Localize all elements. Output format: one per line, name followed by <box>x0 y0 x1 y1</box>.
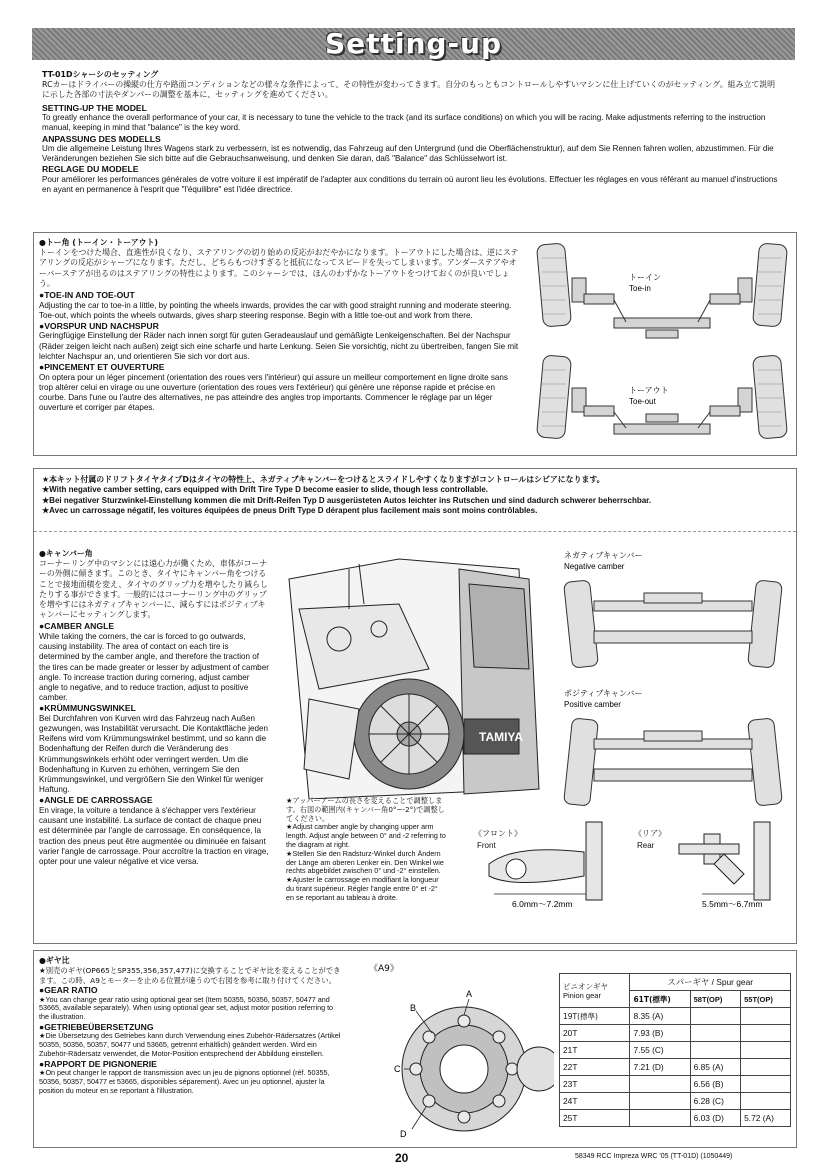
pinion-header-ja: ピニオンギヤ <box>563 981 608 991</box>
toe-ja-heading: ●トー角 (トーイン・トーアウト) <box>39 238 159 247</box>
position-a: A <box>466 989 473 999</box>
camber-fr-body: En virage, la voiture a tendance à s'échapper vers l'extérieur causant une instabilité. La surface de contact de chaque pneu est déterminée par l'angle de carrossage. En conséquence, la traction des pneus peut être augmentée ou diminuée en faisant varier l'angle de carrossage. Pour accroître la traction en virage, opter pour une valeur négative et vice versa. <box>39 805 269 866</box>
toe-text <box>39 238 524 413</box>
rear-range: 5.5mm～6.7mm <box>702 899 763 909</box>
ratio-cell: 6.85 (A) <box>690 1059 740 1076</box>
gear-en-body: ★You can change gear ratio using optional gear set (Item 50355, 50356, 50357, 50477 and 53665, available separately). When using optional gear set, adjust motor position referring to the illustration. <box>39 994 334 1022</box>
ratio-cell <box>741 1008 791 1025</box>
page-number: 20 <box>395 1151 409 1165</box>
neg-right-tire <box>748 580 783 668</box>
position-d: D <box>400 1129 407 1139</box>
ratio-cell: 5.72 (A) <box>741 1110 791 1127</box>
document-reference: 58349 RCC Impreza WRC '05 (TT-01D) (1050449) <box>575 1153 733 1160</box>
intro-en-body: To greatly enhance the overall performance of your car, it is necessary to tune the vehicle to the track (and its surface conditions) on which you will be racing. Make adjustments referring to the instruction manual, keeping in mind that "balance" is the key word. <box>42 113 766 133</box>
camber-notice <box>42 475 787 517</box>
ratio-cell: 6.28 (C) <box>690 1093 740 1110</box>
camber-notice-en: ★With negative camber setting, cars equipped with Drift Tire Type D become easier to slide, though less controllable. <box>42 485 489 495</box>
a9-motor-mount-figure <box>354 959 554 1144</box>
pinion-cell: 21T <box>560 1042 630 1059</box>
page-title: Setting-up <box>324 27 503 60</box>
ratio-cell <box>741 1025 791 1042</box>
toe-fr-heading: ●PINCEMENT ET OUVERTURE <box>39 362 165 373</box>
gear-ja-heading: ●ギヤ比 <box>39 956 70 965</box>
camber-diagrams <box>554 549 792 809</box>
table-row <box>560 1110 791 1127</box>
toe-out-label-en: Toe-out <box>629 397 656 406</box>
gear-ratio-table <box>559 973 791 1127</box>
toe-out-right-tire <box>752 355 787 439</box>
gear-de-heading: ●GETRIEBEÜBERSETZUNG <box>39 1021 154 1032</box>
table-row <box>560 1025 791 1042</box>
toe-in-label-ja: トーイン <box>629 273 661 282</box>
negative-camber-en: Negative camber <box>564 562 625 571</box>
table-row <box>560 1008 791 1025</box>
toe-in-label-en: Toe-in <box>629 284 651 293</box>
pinion-cell: 19T(標準) <box>560 1008 630 1025</box>
ratio-cell <box>630 1093 690 1110</box>
camber-section-box <box>33 468 797 944</box>
negative-camber-ja: ネガティブキャンバー <box>564 551 643 560</box>
rear-label-ja: 《リア》 <box>634 829 666 838</box>
front-label-en: Front <box>477 841 496 850</box>
table-row <box>560 1042 791 1059</box>
camber-note-ja: ★アッパーアームの長さを変えることで調整します。右図の範囲内(キャンバー角0°~-2°)で調整してください。 <box>286 796 445 823</box>
intro-fr-body: Pour améliorer les performances générales de votre voiture il est impératif de l'adapter aux conditions du terrain où auront lieu les évolutions. Effectuer les réglages en vous référant au manuel d'instructions en ayant en permanence à l'esprit que "l'équilibre" est l'idée directrice. <box>42 174 778 195</box>
spur-col-55: 55T(OP) <box>741 991 791 1008</box>
camber-note-de: ★Stellen Sie den Radsturz-Winkel durch Ändern der Länge am oberen Lenker ein. Den Winkel wie rechts abgebildet zwischen 0° und -2° einstellen. <box>286 848 444 876</box>
gear-section-box <box>33 950 797 1148</box>
gear-de-body: ★Die Übersetzung des Getriebes kann durch Verwendung eines Zubehör-Rädersatzes (Artikel 50355, 50356, 50357, 50477 und 53665, getrennt erhältlich) geändert werden. Wird ein Zubehör-Rädersatz verwendet, die Motor-Position entsprechend der Abbildung einstellen. <box>39 1031 341 1058</box>
ratio-cell <box>630 1110 690 1127</box>
intro-de-body: Um die allgemeine Leistung Ihres Wagens stark zu verbessern, ist es notwendig, das Fahrzeug auf den Untergrund (und die Oberflächenstruktur), auf dem Sie Rennen fahren wollen, abzustimmen. Für die Veränderungen beziehen Sie sich bitte auf die Gebrauchsanweisung, und denken Sie daran, daß "Balance" das Schlüsselwort ist. <box>42 144 774 164</box>
page-header-banner <box>32 28 795 60</box>
toe-section-box <box>33 232 797 456</box>
gear-fr-body: ★On peut changer le rapport de transmission avec un jeu de pignons optionnel (réf. 50355, 50356, 50357, 50477 et 53665, disponibles séparement). Avec un jeu optionnel, ajuster la position du moteur en se reportant à l'illustration. <box>39 1068 330 1095</box>
intro-section <box>42 70 782 195</box>
camber-de-body: Bei Durchfahren von Kurven wird das Fahrzeug nach Außen gezwungen, was Instabilität verursacht. Die Kontaktfläche jeden Reifens wird vom Krümmungswinkel bestimmt, und so kann die Bodenhaftung der Reifen durch die Veränderung des Krümmungswinkels erhöht oder verringert werden. Um die Bodenhaftung in Kurven zu erhöhen, verringern Sie den Krümmungswinkel, und vergrößern Sie den Winkel für weniger Haftung. <box>39 713 269 795</box>
table-row <box>560 1059 791 1076</box>
toe-en-body: Adjusting the car to toe-in a little, by pointing the wheels inwards, provides the car with good straight running and moderate steering. Toe-out, which points the wheels outwards, gives sharp steering response. Begin with a little toe-out and work from there. <box>39 300 512 320</box>
ratio-cell: 7.93 (B) <box>630 1025 690 1042</box>
ratio-cell <box>741 1042 791 1059</box>
ratio-cell <box>690 1008 740 1025</box>
toe-de-body: Geringfügige Einstellung der Räder nach innen sorgt für guten Geradeauslauf und gemäßigte Lenkeigenschaften. Bei der Nachspur (Räder zeigen leicht nach außen) zeigt sich eine scharfe und harte Lenkung. Seien Sie vorsichtig, nicht zu übertreiben, fangen Sie mit leichter Nachspur an, und orientieren Sie sich vor dort aus. <box>39 331 519 361</box>
upper-arm-diagrams <box>474 814 792 909</box>
spur-header: スパーギヤ / Spur gear <box>630 974 791 991</box>
ratio-cell <box>741 1093 791 1110</box>
position-c: C <box>394 1064 401 1074</box>
camber-note-fr: ★Ajuster le carrossage en modifiant la longueur du tirant supérieur. Régler l'angle entre 0° et -2° en se reportant au tableau à droite. <box>286 875 439 902</box>
camber-en-heading: ●CAMBER ANGLE <box>39 621 115 632</box>
toe-ja-body: トーインをつけた場合、直進性が良くなり、ステアリングの切り始めの反応がおだやかになります。トーアウトにした場合は、逆にステアリングの反応がシャープになります。ただし、どちらもつけすぎると抵抗になってスピードを失ってしまいます。アンダーステアやオーバーステアが出るのはステアリングの特性によります。このシャーシでは、ほんのわずかなトーアウトをつけておくのが良いでしょう。 <box>39 248 519 288</box>
toe-de-heading: ●VORSPUR UND NACHSPUR <box>39 320 159 331</box>
camber-notice-fr: ★Avec un carrossage négatif, les voitures équipées de pneus Drift Type D dérapent plus facilement mais sont moins contrôlables. <box>42 506 538 516</box>
ratio-cell: 7.21 (D) <box>630 1059 690 1076</box>
pinion-cell: 23T <box>560 1076 630 1093</box>
ratio-cell <box>690 1025 740 1042</box>
camber-divider <box>34 531 796 532</box>
camber-fr-heading: ●ANGLE DE CARROSSAGE <box>39 795 153 806</box>
ratio-cell: 6.03 (D) <box>690 1110 740 1127</box>
tamiya-logo: TAMIYA <box>479 730 524 744</box>
intro-ja-heading: TT-01Dシャーシのセッティング <box>42 70 159 79</box>
table-row <box>560 1076 791 1093</box>
pinion-cell: 20T <box>560 1025 630 1042</box>
intro-fr-heading: REGLAGE DU MODELE <box>42 164 139 175</box>
camber-en-body: While taking the corners, the car is forced to go outwards, causing instability. The area of contact on each tire is determined by the camber angle, and therefore the traction of the tires can be made greater or lesser by adjustment of camber angle. To increase traction during cornering, adjust camber angle to negative, and to reduce traction, adjust to positive camber. <box>39 631 269 703</box>
intro-ja-body: RCカーはドライバーの操縦の仕方や路面コンディションなどの様々な条件によって、その特性が変わってきます。自分のもっともコントロールしやすいマシンに仕上げていくのがセッティング。組み立て説明に示した各部の寸法やダンパーの調整を基本に、セッティングを進めてください。 <box>42 80 776 100</box>
a9-label: 《A9》 <box>369 964 399 974</box>
position-b: B <box>410 1003 417 1013</box>
front-range: 6.0mm～7.2mm <box>512 899 573 909</box>
pos-right-tire <box>748 718 783 806</box>
intro-en-heading: SETTING-UP THE MODEL <box>42 102 147 113</box>
ratio-cell: 8.35 (A) <box>630 1008 690 1025</box>
intro-de-heading: ANPASSUNG DES MODELLS <box>42 133 161 144</box>
toe-out-label-ja: トーアウト <box>629 386 669 395</box>
camber-adjust-note <box>286 797 446 903</box>
spur-col-58: 58T(OP) <box>690 991 740 1008</box>
rear-label-en: Rear <box>637 841 655 850</box>
gear-ja-body: ★別売のギヤ(OP665とSP355,356,357,477)に交換することでギヤ比を変えることができます。この時、A9とモーターを止める位置が違うので右図を参考に取り付けてください。 <box>39 966 341 985</box>
pinion-cell: 24T <box>560 1093 630 1110</box>
gear-fr-heading: ●RAPPORT DE PIGNONERIE <box>39 1058 157 1069</box>
ratio-cell: 6.56 (B) <box>690 1076 740 1093</box>
table-row <box>560 1093 791 1110</box>
camber-de-heading: ●KRÜMMUNGSWINKEL <box>39 703 136 714</box>
gear-en-heading: ●GEAR RATIO <box>39 985 98 996</box>
pinion-header <box>560 974 630 1008</box>
toe-in-left-tire <box>536 243 571 327</box>
neg-left-tire <box>564 580 599 668</box>
pinion-header-en: Pinion gear <box>563 990 601 1000</box>
camber-ja-heading: ●キャンバー角 <box>39 549 93 558</box>
toe-out-left-tire <box>536 355 571 439</box>
toe-fr-body: On optera pour un léger pincement (orientation des roues vers l'intérieur) qui assure un meilleur comportement en ligne droite sans trop altérer celui en virage ou une ouverture (orientation des roues vers l'extérieur) qui génère une réponse rapide et précise en courbe. Dans l'une ou l'autre des alternatives, ne pas atteindre des angles trop importants. Commencer le réglage par un léger ouverture et corriger par étapes. <box>39 372 508 413</box>
gear-text <box>39 956 344 1096</box>
ratio-cell <box>741 1076 791 1093</box>
car-chassis-illustration <box>279 549 549 799</box>
ratio-cell: 7.55 (C) <box>630 1042 690 1059</box>
camber-ja-body: コーナーリング中のマシンには遠心力が働くため、車体がコーナーの外側に傾きます。このとき、タイヤにキャンバー角をつけることで接地面積を変え、タイヤのグリップ力を増やしたり減らしたりする事ができます。一般的にはコーナーリング中のグリップを増やすにはネガティブキャンバーに、減らすにはポジティブキャンバーにセッティングします。 <box>39 559 268 620</box>
toe-en-heading: ●TOE-IN AND TOE-OUT <box>39 290 135 301</box>
positive-camber-ja: ポジティブキャンバー <box>564 689 643 698</box>
toe-diagram <box>534 238 792 450</box>
ratio-cell <box>690 1042 740 1059</box>
front-label-ja: 《フロント》 <box>474 829 522 838</box>
pos-left-tire <box>564 718 599 806</box>
pinion-cell: 22T <box>560 1059 630 1076</box>
camber-note-en: ★Adjust camber angle by changing upper arm length. Adjust angle between 0° and -2 referring to the diagram at right. <box>286 822 446 849</box>
ratio-cell <box>630 1076 690 1093</box>
camber-notice-de: ★Bei negativer Sturzwinkel-Einstellung kommen die mit Drift-Reifen Typ D ausgerüsteten Autos leichter ins Rutschen und sind dadurch schwerer beherrschbar. <box>42 495 652 505</box>
positive-camber-en: Positive camber <box>564 700 621 709</box>
camber-text <box>39 549 271 867</box>
ratio-cell <box>741 1059 791 1076</box>
spur-col-61: 61T(標準) <box>630 991 690 1008</box>
pinion-cell: 25T <box>560 1110 630 1127</box>
toe-in-right-tire <box>752 243 787 327</box>
camber-notice-ja: ★本キット付属のドリフトタイヤタイプDはタイヤの特性上、ネガティブキャンバーをつけるとスライドしやすくなりますがコントロールはシビアになります。 <box>42 475 605 484</box>
